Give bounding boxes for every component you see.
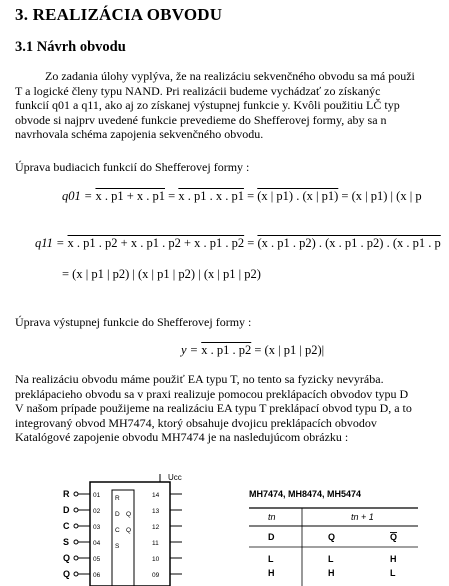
para2-line: Na realizáciu obvodu máme použiť EA typu T, no tento sa fyzicky nevyrába.: [15, 372, 384, 386]
eq-q01-term1: x . p1 + x . p1: [95, 189, 165, 203]
table-cell: L: [390, 568, 396, 578]
table-cell: Q: [328, 532, 336, 542]
equation-y: [181, 343, 324, 358]
pin-number: 12: [152, 524, 160, 531]
equation-q11-line2: = (x | p1 | p2) | (x | p1 | p2) | (x | p1 | p2): [62, 267, 261, 281]
chapter-heading: 3. REALIZÁCIA OBVODU: [15, 5, 223, 24]
output-caption: Úprava výstupnej funkcie do Shefferovej formy :: [15, 315, 252, 329]
pin-number: 09: [152, 572, 160, 579]
eq-q11-term1: x . p1 . p2 + x . p1 . p2 + x . p1 . p2: [67, 236, 245, 250]
pin-number: 02: [93, 508, 101, 515]
table-cell: L: [268, 554, 274, 564]
table-cell: H: [328, 568, 335, 578]
eq-q01-term3: (x | p1) . (x | p1): [257, 189, 339, 203]
eq-y-term2: = (x | p1 | p2)|: [254, 343, 325, 357]
intro-paragraph: [15, 69, 449, 142]
pin-label-q-bar: Q: [63, 569, 71, 579]
table-cell: L: [328, 554, 334, 564]
table-header-tn1: tn + 1: [351, 512, 374, 522]
table-cell: D: [268, 532, 275, 542]
pin-number: 03: [93, 524, 101, 531]
intro-line: T a logické členy typu NAND. Pri realizácii budeme vychádzať zo získanýc: [15, 83, 381, 98]
pin-number: 04: [93, 540, 101, 547]
equation-q01: q01 = x . p1 + x . p1 = x . p1 . x . p1 = (x | p1) . (x | p1) = (x | p1) | (x | p: [62, 189, 422, 203]
excitation-caption: Úprava budiacich funkcií do Shefferovej formy :: [15, 160, 250, 174]
table-cell: H: [390, 554, 397, 564]
table-cell: H: [268, 568, 275, 578]
table-header-tn: tn: [268, 512, 276, 522]
pin-number: 13: [152, 508, 160, 515]
vcc-label: Ucc: [168, 473, 182, 482]
pin-label-s: S: [63, 537, 70, 547]
inner-label: Q: [126, 527, 132, 534]
para2-line: V našom prípade použijeme na realizáciu EA typu T preklápací obvod typu D, a to: [15, 401, 412, 416]
eq-q01-term2: x . p1 . x . p1: [178, 189, 244, 203]
inner-label: S: [115, 543, 120, 550]
eq-q11-lhs: q11 =: [35, 236, 65, 250]
table-title: MH7474, MH8474, MH5474: [249, 489, 362, 499]
section-heading: 3.1 Návrh obvodu: [15, 39, 126, 55]
equation-q11: q11 = x . p1 . p2 + x . p1 . p2 + x . p1 . p2 = (x . p1 . p2) . (x . p1 . p2) . (x . p1 . p: [35, 236, 441, 250]
inner-label: Q: [126, 511, 132, 518]
eq-q01-term4: (x | p1) | (x | p: [351, 189, 422, 203]
pin-number: 14: [152, 492, 160, 499]
inner-label: D: [115, 511, 120, 518]
para2-line: Katalógové zapojenie obvodu MH7474 je na nasledujúcom obrázku :: [15, 430, 349, 445]
right-pins: [170, 494, 182, 574]
mh7474-figure: [0, 470, 449, 586]
eq-y-lhs: y =: [181, 343, 199, 357]
pin-label-q: Q: [63, 553, 71, 563]
pin-number: 10: [152, 556, 160, 563]
realization-paragraph: [15, 372, 449, 445]
intro-line: navrhovala schéma zapojenia sekvenčného obvodu.: [15, 127, 264, 142]
pin-number: 05: [93, 556, 101, 563]
eq-q01-lhs: q01 =: [62, 189, 93, 203]
inner-label: C: [115, 527, 120, 534]
eq-q11-term2: (x . p1 . p2) . (x . p1 . p2) . (x . p1 . p: [257, 236, 441, 250]
pin-label-c: C: [63, 521, 70, 531]
intro-line: Zo zadania úlohy vyplýva, že na realizáciu sekvenčného obvodu sa má použi: [45, 69, 415, 83]
intro-line: funkcií q01 a q11, ako aj zo získanej výstupnej funkcie y. Kvôli použitiu LČ typ: [15, 98, 400, 113]
left-pins: [74, 492, 90, 576]
pin-number: 01: [93, 492, 101, 499]
pin-label-d: D: [63, 505, 70, 515]
inner-label: R: [115, 495, 120, 502]
pin-number: 06: [93, 572, 101, 579]
table-cell: Q: [390, 532, 398, 542]
intro-line: obvode si najprv uvedené funkcie prevedieme do Shefferovej formy, aby sa n: [15, 112, 387, 127]
pin-number: 11: [152, 540, 159, 547]
pin-label-r: R: [63, 489, 70, 499]
mh7474-diagram: [0, 470, 449, 586]
para2-line: integrovaný obvod MH7474, ktorý obsahuje dvojicu preklápacích obvodov: [15, 415, 377, 430]
flipflop-block: [112, 490, 134, 586]
para2-line: preklápacieho obvodu sa v praxi realizuje pomocou preklápacích obvodov typu D: [15, 386, 409, 401]
eq-y-term1: x . p1 . p2: [201, 343, 252, 357]
